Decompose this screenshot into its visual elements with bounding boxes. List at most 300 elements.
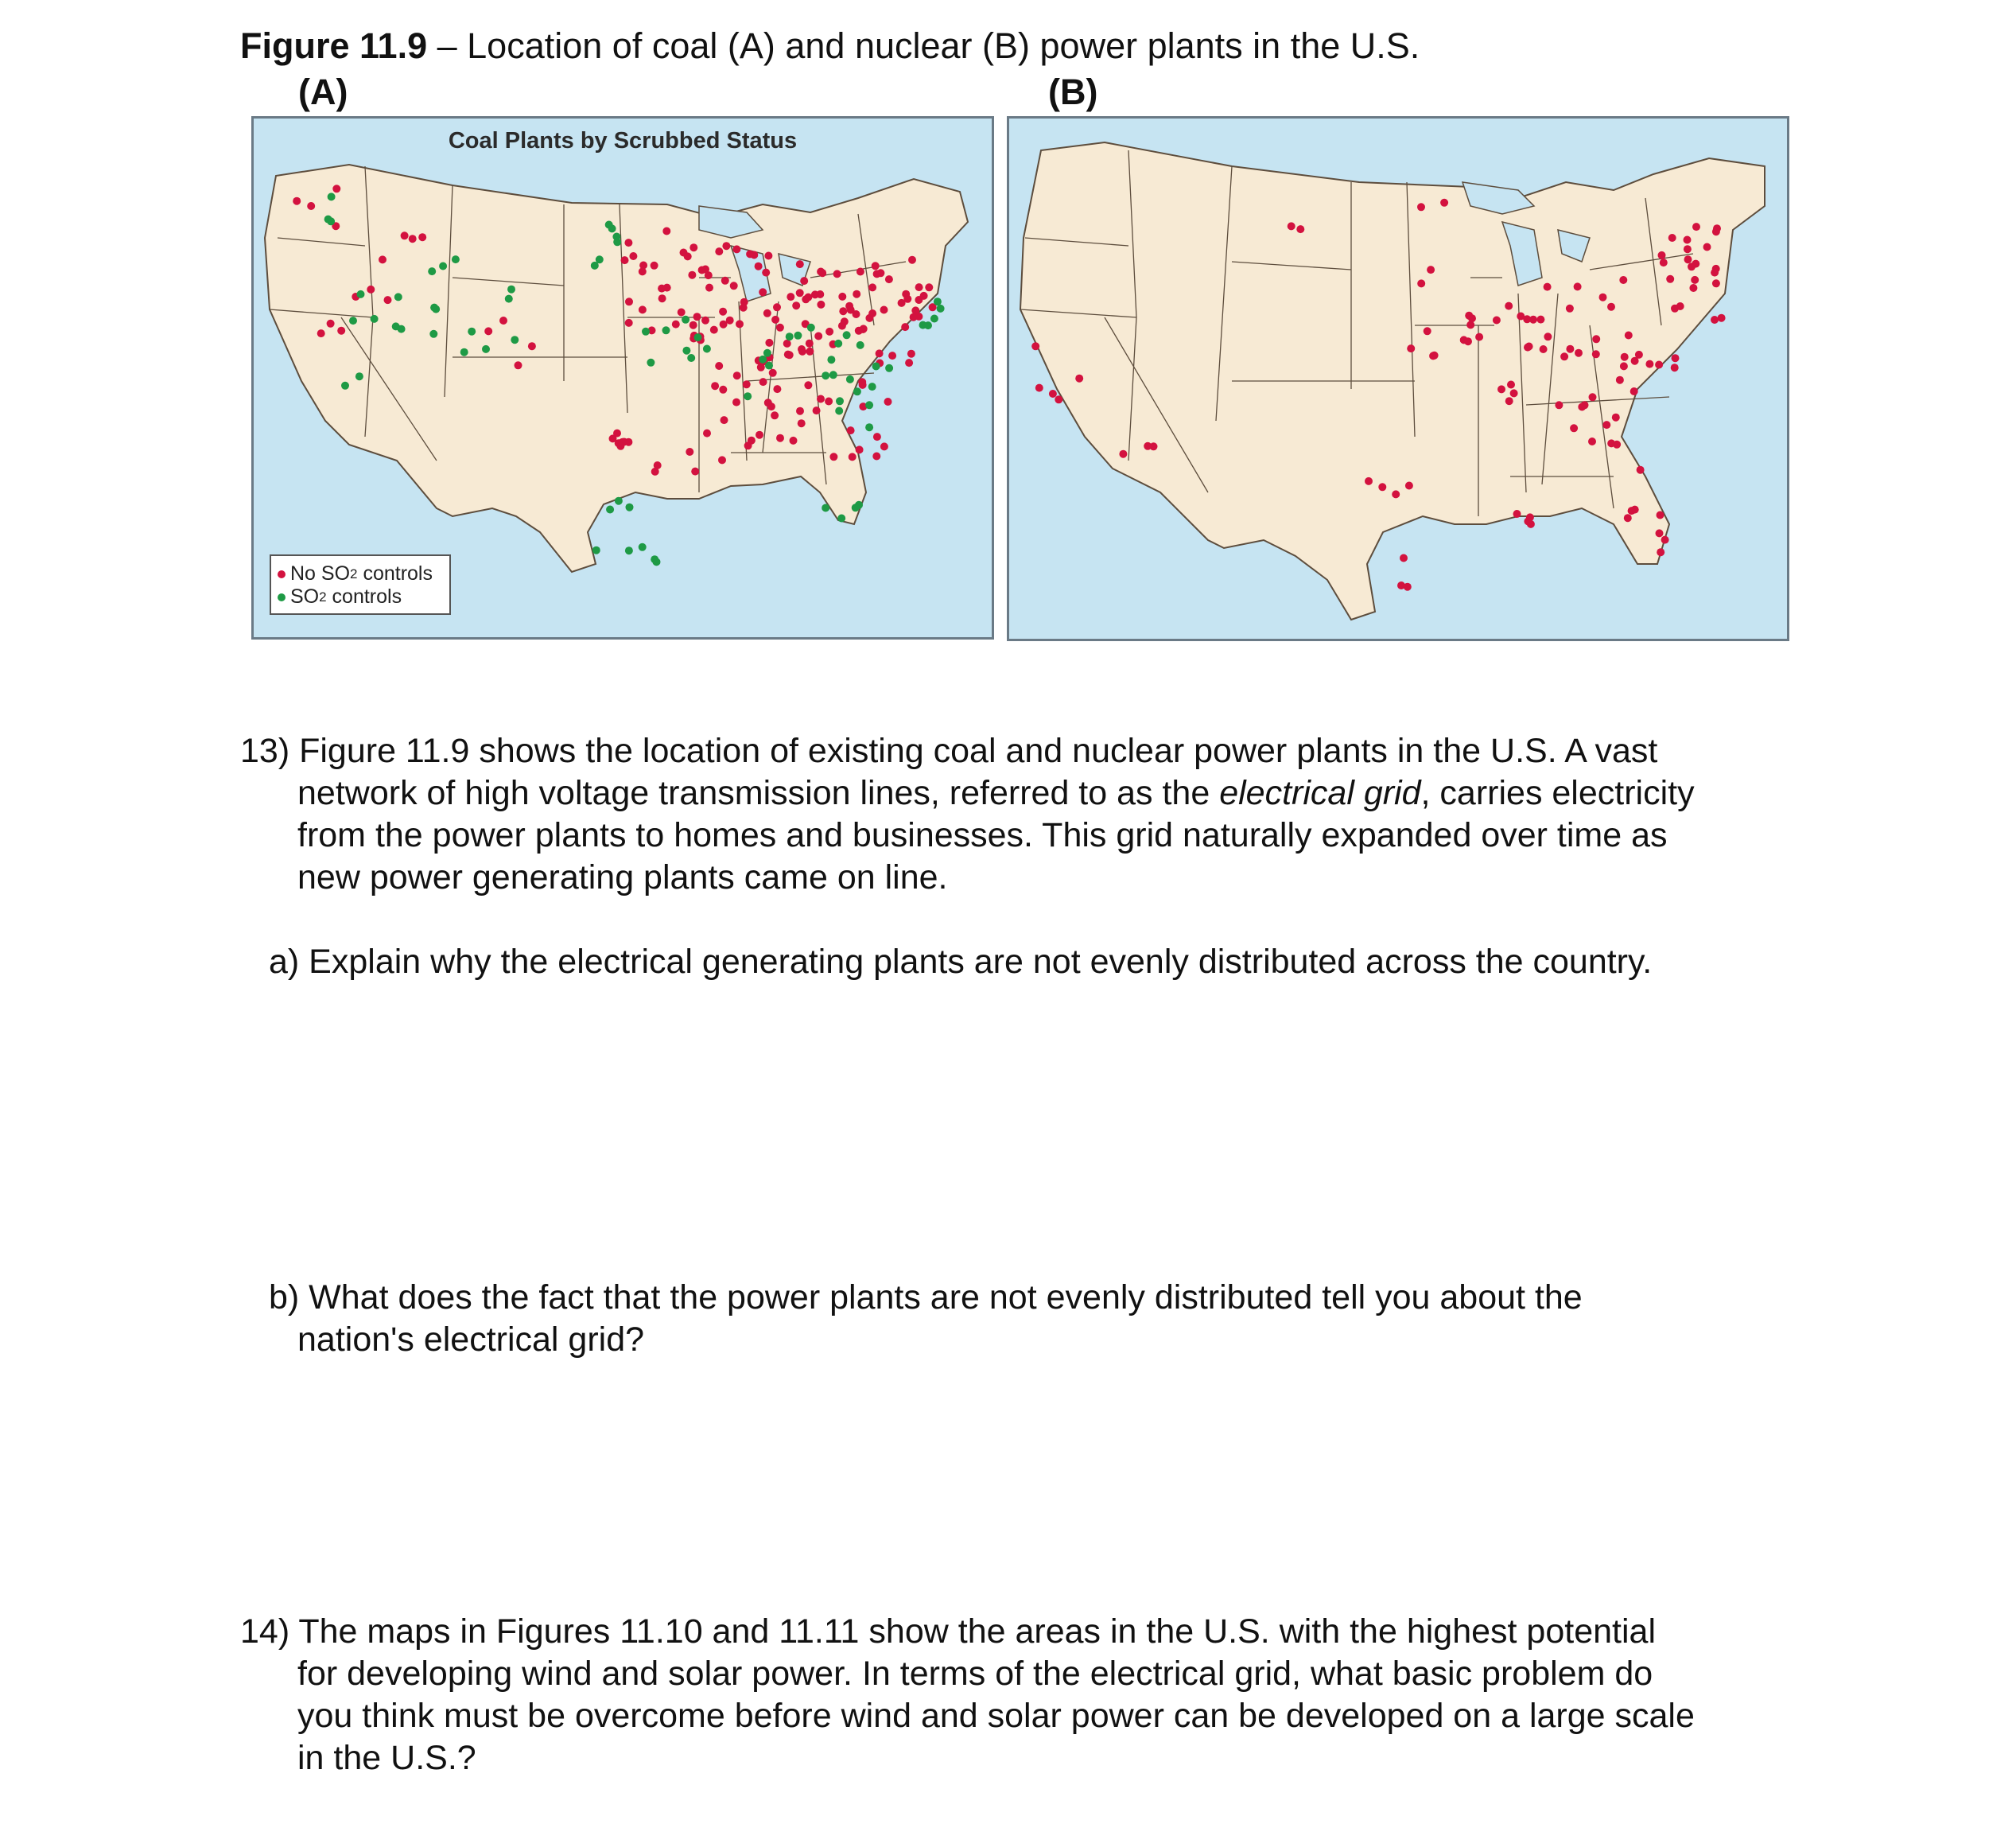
coal-plant-no-so2-dot [907, 350, 915, 358]
coal-plant-no-so2-dot [710, 326, 718, 334]
coal-plant-no-so2-dot [763, 309, 771, 317]
nuclear-plant-dot [1711, 316, 1719, 324]
nuclear-plant-dot [1566, 305, 1574, 313]
coal-plant-no-so2-dot [798, 419, 806, 427]
q13b-line-2: nation's electrical grid? [297, 1320, 645, 1359]
coal-plant-no-so2-dot [715, 247, 723, 255]
coal-plant-so2-dot [507, 286, 515, 294]
coal-plant-no-so2-dot [705, 284, 713, 292]
green-dot-icon [278, 593, 286, 601]
coal-map-title: Coal Plants by Scrubbed Status [448, 128, 798, 154]
nuclear-plant-dot [1031, 342, 1039, 350]
figure-number: Figure 11.9 [240, 25, 428, 66]
figure-caption [240, 24, 1420, 68]
q13-line-4: new power generating plants came on line. [297, 858, 948, 896]
nuclear-plant-dot [1493, 317, 1501, 325]
nuclear-plant-dot [1566, 345, 1574, 353]
coal-plant-no-so2-dot [825, 328, 833, 336]
coal-plant-no-so2-dot [484, 327, 492, 335]
coal-plant-so2-dot [505, 295, 513, 303]
nuclear-plant-dot [1365, 477, 1373, 485]
coal-plant-no-so2-dot [872, 262, 880, 270]
coal-plant-no-so2-dot [825, 398, 833, 406]
coal-plant-so2-dot [626, 504, 634, 511]
coal-plant-so2-dot [615, 497, 623, 505]
coal-plant-no-so2-dot [857, 268, 864, 276]
nuclear-plant-dot [1400, 554, 1408, 562]
coal-plant-so2-dot [341, 382, 349, 390]
coal-plant-no-so2-dot [317, 329, 325, 337]
coal-plant-no-so2-dot [684, 252, 692, 260]
coal-plant-so2-dot [786, 333, 794, 340]
nuclear-plant-dot [1671, 364, 1679, 371]
coal-plant-no-so2-dot [721, 416, 728, 424]
q13-line-3: from the power plants to homes and businesses. This grid naturally expanded over time as [297, 816, 1668, 854]
nuclear-plant-dot [1691, 276, 1699, 284]
coal-plant-so2-dot [682, 347, 690, 355]
nuclear-plant-dot [1589, 393, 1597, 401]
nuclear-plant-dot [1602, 421, 1610, 429]
coal-plants-map [251, 116, 994, 640]
coal-plant-so2-dot [829, 371, 837, 379]
nuclear-plant-dot [1466, 321, 1474, 329]
nuclear-plant-dot [1427, 266, 1435, 274]
nuclear-plant-dot [1635, 351, 1643, 359]
coal-plant-no-so2-dot [814, 333, 822, 340]
coal-plant-no-so2-dot [845, 302, 853, 310]
coal-plant-so2-dot [857, 341, 864, 349]
coal-plant-so2-dot [835, 407, 843, 415]
coal-plant-no-so2-dot [625, 298, 633, 305]
coal-plant-no-so2-dot [804, 381, 812, 389]
coal-plant-no-so2-dot [764, 252, 772, 260]
nuclear-plant-dot [1599, 294, 1607, 301]
q13-line-2b: , carries electricity [1420, 774, 1695, 812]
coal-plant-so2-dot [937, 305, 945, 313]
coal-plant-no-so2-dot [732, 245, 740, 253]
nuclear-plant-dot [1544, 283, 1552, 291]
legend-no-so2-suffix: controls [357, 562, 433, 585]
coal-plant-no-so2-dot [872, 453, 880, 461]
q13-line-2a: network of high voltage transmission lines, referred to as the [297, 774, 1220, 812]
coal-plant-no-so2-dot [515, 361, 522, 369]
coal-plant-so2-dot [606, 506, 614, 514]
nuclear-plant-dot [1431, 352, 1439, 360]
nuclear-plant-dot [1672, 354, 1680, 362]
nuclear-plant-dot [1657, 548, 1664, 556]
coal-plant-no-so2-dot [733, 371, 741, 379]
coal-plant-no-so2-dot [796, 260, 804, 268]
coal-plant-so2-dot [468, 328, 476, 336]
coal-plant-no-so2-dot [672, 321, 680, 329]
nuclear-plant-dot [1497, 385, 1505, 393]
coal-plant-so2-dot [759, 356, 767, 364]
coal-plant-no-so2-dot [880, 442, 888, 450]
nuclear-plant-dot [1612, 414, 1620, 422]
coal-plant-no-so2-dot [762, 269, 770, 277]
nuclear-plant-dot [1575, 349, 1583, 357]
coal-plant-no-so2-dot [689, 243, 697, 251]
nuclear-plant-dot [1630, 387, 1638, 395]
nuclear-plant-dot [1507, 381, 1515, 389]
question-13 [240, 730, 1695, 899]
coal-plant-so2-dot [924, 321, 932, 329]
coal-plant-no-so2-dot [776, 434, 784, 442]
coal-plant-so2-dot [846, 375, 854, 383]
coal-plant-no-so2-dot [765, 339, 773, 347]
coal-plant-no-so2-dot [856, 445, 864, 453]
coal-plant-no-so2-dot [654, 461, 662, 469]
nuclear-plant-dot [1658, 251, 1666, 259]
nuclear-plant-dot [1417, 279, 1425, 287]
nuclear-plant-dot [1624, 514, 1632, 522]
coal-plant-so2-dot [853, 387, 861, 395]
coal-plant-no-so2-dot [849, 453, 857, 461]
legend-no-so2 [278, 562, 449, 585]
nuclear-plant-dot [1524, 344, 1532, 352]
coal-plant-no-so2-dot [691, 468, 699, 476]
panel-b-label: (B) [1048, 72, 1098, 112]
nuclear-plant-dot [1417, 203, 1425, 211]
nuclear-plants-map [1007, 116, 1789, 641]
coal-plant-so2-dot [836, 397, 844, 405]
coal-plant-no-so2-dot [678, 309, 686, 317]
legend-so2-text: SO [290, 585, 320, 608]
nuclear-plant-dot [1424, 327, 1431, 335]
coal-plant-no-so2-dot [629, 252, 637, 260]
nuclear-plant-dot [1718, 314, 1726, 322]
coal-plant-no-so2-dot [802, 295, 810, 303]
coal-plant-no-so2-dot [905, 359, 913, 367]
coal-plant-no-so2-dot [771, 411, 779, 419]
coal-plant-no-so2-dot [686, 448, 693, 456]
coal-plant-no-so2-dot [888, 352, 896, 360]
nuclear-plant-dot [1288, 222, 1295, 230]
nuclear-plant-dot [1637, 466, 1645, 474]
coal-plant-no-so2-dot [792, 301, 800, 309]
coal-plant-no-so2-dot [730, 282, 738, 290]
coal-plant-no-so2-dot [693, 313, 701, 321]
coal-plant-no-so2-dot [833, 270, 841, 278]
coal-plant-no-so2-dot [621, 256, 629, 264]
coal-plant-no-so2-dot [858, 378, 866, 386]
nuclear-plant-dot [1049, 390, 1057, 398]
panel-a-label: (A) [298, 72, 348, 112]
coal-plant-no-so2-dot [838, 293, 846, 301]
nuclear-plant-dot [1555, 401, 1563, 409]
coal-plant-no-so2-dot [689, 321, 697, 329]
question-14 [240, 1611, 1695, 1779]
coal-plant-no-so2-dot [705, 271, 713, 279]
q14-line-1: 14) The maps in Figures 11.10 and 11.11 show the areas in the U.S. with the highest potential [240, 1612, 1657, 1651]
coal-plant-no-so2-dot [688, 271, 696, 279]
coal-plant-so2-dot [934, 298, 942, 305]
coal-plant-no-so2-dot [773, 385, 781, 393]
nuclear-plant-dot [1712, 265, 1720, 273]
coal-plant-no-so2-dot [721, 277, 729, 285]
coal-plant-so2-dot [885, 364, 893, 372]
coal-plant-no-so2-dot [613, 430, 621, 438]
coal-plant-no-so2-dot [332, 185, 340, 193]
coal-plant-no-so2-dot [876, 349, 884, 357]
coal-plant-no-so2-dot [499, 317, 507, 325]
coal-plant-so2-dot [639, 543, 647, 551]
coal-plant-so2-dot [357, 290, 365, 298]
nuclear-plant-dot [1574, 282, 1582, 290]
coal-plant-no-so2-dot [800, 277, 808, 285]
nuclear-plant-dot [1661, 536, 1669, 544]
coal-plant-so2-dot [511, 336, 519, 344]
coal-plant-so2-dot [662, 326, 670, 334]
nuclear-plant-dot [1620, 362, 1628, 370]
coal-plant-no-so2-dot [746, 250, 754, 258]
coal-plant-no-so2-dot [418, 233, 426, 241]
coal-plant-so2-dot [371, 315, 379, 323]
coal-plant-no-so2-dot [722, 242, 730, 250]
coal-plant-no-so2-dot [743, 380, 751, 388]
q14-line-2: for developing wind and solar power. In terms of the electrical grid, what basic problem do [297, 1655, 1653, 1693]
nuclear-plant-dot [1581, 401, 1589, 409]
coal-plant-no-so2-dot [625, 319, 633, 327]
q14-line-3: you think must be overcome before wind and solar power can be developed on a large scale [297, 1697, 1695, 1735]
coal-plant-no-so2-dot [755, 263, 763, 270]
nuclear-plant-dots [1009, 119, 1787, 639]
nuclear-plant-dot [1607, 303, 1615, 311]
nuclear-plant-dot [1392, 490, 1400, 498]
coal-plant-no-so2-dot [773, 303, 781, 311]
q14-line-4: in the U.S.? [297, 1739, 476, 1777]
coal-plant-no-so2-dot [915, 283, 923, 291]
nuclear-plant-dot [1616, 376, 1624, 384]
coal-plant-no-so2-dot [776, 324, 784, 332]
legend-so2-suffix: controls [326, 585, 402, 608]
coal-plant-so2-dot [807, 324, 815, 332]
coal-plant-so2-dot [872, 363, 880, 371]
nuclear-plant-dot [1475, 333, 1483, 341]
coal-plant-no-so2-dot [698, 266, 706, 274]
coal-plant-so2-dot [822, 371, 829, 379]
coal-plant-no-so2-dot [839, 307, 847, 315]
coal-plant-so2-dot [428, 267, 436, 275]
nuclear-plant-dot [1465, 312, 1473, 320]
coal-plant-no-so2-dot [658, 294, 666, 302]
nuclear-plant-dot [1560, 352, 1568, 360]
coal-plant-no-so2-dot [838, 322, 846, 330]
coal-plant-no-so2-dot [884, 398, 892, 406]
coal-map-legend [270, 554, 451, 615]
nuclear-plant-dot [1570, 424, 1578, 432]
coal-plant-no-so2-dot [786, 351, 794, 359]
coal-plant-no-so2-dot [639, 262, 647, 270]
question-13a [269, 941, 1652, 983]
coal-plant-no-so2-dot [796, 289, 804, 297]
nuclear-plant-dot [1668, 234, 1676, 242]
coal-plant-so2-dot [794, 332, 802, 340]
nuclear-plant-dot [1660, 259, 1668, 266]
nuclear-plant-dot [1645, 360, 1653, 368]
coal-plant-so2-dot [452, 255, 460, 263]
nuclear-plant-dot [1035, 384, 1043, 392]
coal-plant-no-so2-dot [379, 255, 386, 263]
coal-plant-no-so2-dot [764, 399, 772, 406]
coal-plant-no-so2-dot [715, 362, 723, 370]
coal-plant-so2-dot [608, 224, 616, 232]
legend-so2-sub: 2 [319, 589, 327, 605]
coal-plant-no-so2-dot [903, 295, 911, 303]
coal-plant-no-so2-dot [873, 433, 881, 441]
coal-plant-so2-dot [647, 359, 655, 367]
coal-plant-no-so2-dot [880, 306, 888, 314]
coal-plant-no-so2-dot [925, 283, 933, 291]
q13a-text: a) Explain why the electrical generating plants are not evenly distributed across the country. [269, 943, 1653, 981]
coal-plant-so2-dot [834, 340, 842, 348]
nuclear-plant-dot [1684, 236, 1692, 244]
coal-plant-no-so2-dot [756, 431, 763, 439]
coal-plant-no-so2-dot [769, 369, 777, 377]
coal-plant-no-so2-dot [384, 296, 392, 304]
coal-plant-so2-dot [687, 354, 695, 362]
coal-plant-no-so2-dot [726, 317, 734, 325]
coal-plant-no-so2-dot [703, 430, 711, 438]
nuclear-plant-dot [1657, 511, 1664, 519]
coal-plant-so2-dot [625, 546, 633, 554]
coal-plant-no-so2-dot [624, 239, 632, 247]
coal-plant-so2-dot [822, 504, 829, 512]
coal-plant-so2-dot [327, 217, 335, 225]
coal-plant-no-so2-dot [401, 231, 409, 239]
nuclear-plant-dot [1592, 335, 1600, 343]
nuclear-plant-dot [1688, 263, 1696, 270]
legend-no-so2-sub: 2 [350, 566, 358, 581]
coal-plant-so2-dot [328, 193, 336, 200]
coal-plant-so2-dot [744, 392, 752, 400]
coal-plant-so2-dot [429, 330, 437, 338]
coal-plant-no-so2-dot [409, 235, 417, 243]
coal-plant-so2-dot [432, 305, 440, 313]
coal-plant-no-so2-dot [806, 348, 814, 356]
coal-plant-no-so2-dot [860, 325, 868, 333]
coal-plant-so2-dot [765, 362, 773, 370]
nuclear-plant-dot [1684, 255, 1692, 263]
coal-plant-so2-dot [355, 372, 363, 380]
coal-plant-so2-dot [930, 315, 938, 323]
question-13b [269, 1277, 1583, 1361]
coal-plant-no-so2-dot [829, 453, 837, 461]
coal-plant-so2-dot [349, 317, 357, 325]
coal-plant-so2-dot [682, 316, 689, 324]
coal-plant-no-so2-dot [293, 197, 301, 205]
coal-plant-so2-dot [612, 233, 620, 241]
coal-plant-so2-dot [460, 348, 468, 356]
nuclear-plant-dot [1144, 442, 1152, 450]
coal-plant-no-so2-dot [662, 228, 670, 235]
coal-plant-no-so2-dot [920, 292, 928, 300]
coal-plant-no-so2-dot [798, 348, 806, 356]
coal-plant-no-so2-dot [853, 290, 860, 298]
coal-plant-no-so2-dot [790, 437, 798, 445]
coal-plant-no-so2-dot [759, 288, 767, 296]
nuclear-plant-dot [1119, 450, 1127, 458]
coal-plant-no-so2-dot [817, 301, 825, 309]
nuclear-plant-dot [1544, 333, 1552, 340]
coal-plant-no-so2-dot [718, 456, 726, 464]
nuclear-plant-dot [1404, 583, 1412, 591]
coal-plant-no-so2-dot [744, 441, 752, 449]
coal-plant-no-so2-dot [663, 284, 671, 292]
nuclear-plant-dot [1405, 482, 1413, 490]
coal-plant-no-so2-dot [740, 298, 748, 306]
coal-plant-no-so2-dot [817, 395, 825, 403]
coal-plant-no-so2-dot [327, 320, 335, 328]
nuclear-plant-dot [1592, 350, 1600, 358]
nuclear-plant-dot [1296, 225, 1304, 233]
q13-electrical-grid-term: electrical grid [1219, 774, 1421, 812]
coal-plant-no-so2-dot [711, 382, 719, 390]
coal-plant-no-so2-dot [915, 313, 923, 321]
nuclear-plant-dot [1689, 284, 1697, 292]
coal-plant-no-so2-dot [806, 340, 814, 348]
nuclear-plant-dot [1619, 276, 1627, 284]
coal-plant-no-so2-dot [719, 386, 727, 394]
figure-caption-text: – Location of coal (A) and nuclear (B) power plants in the U.S. [437, 25, 1420, 66]
nuclear-plant-dot [1684, 245, 1692, 253]
coal-plant-no-so2-dot [771, 316, 779, 324]
coal-plant-no-so2-dot [813, 406, 821, 414]
nuclear-plant-dot [1703, 243, 1711, 251]
coal-plant-no-so2-dot [651, 262, 658, 270]
nuclear-plant-dot [1621, 353, 1629, 361]
nuclear-plant-dot [1378, 483, 1386, 491]
nuclear-plant-dot [1440, 199, 1448, 207]
coal-plant-so2-dot [763, 349, 771, 357]
coal-plant-no-so2-dot [908, 256, 916, 264]
coal-plant-no-so2-dot [868, 283, 876, 291]
coal-plant-so2-dot [642, 328, 650, 336]
q13b-line-1: b) What does the fact that the power plants are not evenly distributed tell you about the [269, 1278, 1583, 1316]
coal-plant-so2-dot [398, 325, 406, 333]
coal-plant-no-so2-dot [787, 293, 794, 301]
nuclear-plant-dot [1505, 302, 1513, 310]
nuclear-plant-dot [1628, 507, 1636, 515]
coal-plant-so2-dot [394, 293, 402, 301]
nuclear-plant-dot [1055, 395, 1062, 403]
coal-plant-so2-dot [592, 546, 600, 554]
nuclear-plant-dot [1613, 441, 1621, 449]
nuclear-plant-dot [1540, 345, 1548, 353]
q13-line-2 [240, 772, 1695, 815]
coal-plant-no-so2-dot [901, 323, 909, 331]
coal-plant-so2-dot [651, 555, 658, 563]
coal-plant-so2-dot [868, 383, 876, 391]
coal-plant-no-so2-dot [337, 327, 345, 335]
coal-plant-so2-dot [855, 501, 863, 509]
coal-plant-no-so2-dot [783, 340, 791, 348]
coal-plant-no-so2-dot [639, 305, 647, 313]
nuclear-plant-dot [1464, 337, 1472, 345]
coal-plant-so2-dot [703, 345, 711, 353]
coal-plant-no-so2-dot [847, 426, 855, 434]
coal-plant-no-so2-dot [736, 320, 744, 328]
coal-plant-no-so2-dot [873, 270, 881, 278]
nuclear-plant-dot [1588, 438, 1596, 445]
nuclear-plant-dot [1655, 361, 1663, 369]
q13-line-1: 13) Figure 11.9 shows the location of existing coal and nuclear power plants in the U.S. A vast [240, 732, 1658, 770]
nuclear-plant-dot [1536, 316, 1544, 324]
coal-plant-so2-dot [694, 333, 702, 341]
legend-so2 [278, 585, 449, 609]
red-dot-icon [278, 570, 286, 578]
coal-plant-so2-dot [439, 263, 447, 270]
